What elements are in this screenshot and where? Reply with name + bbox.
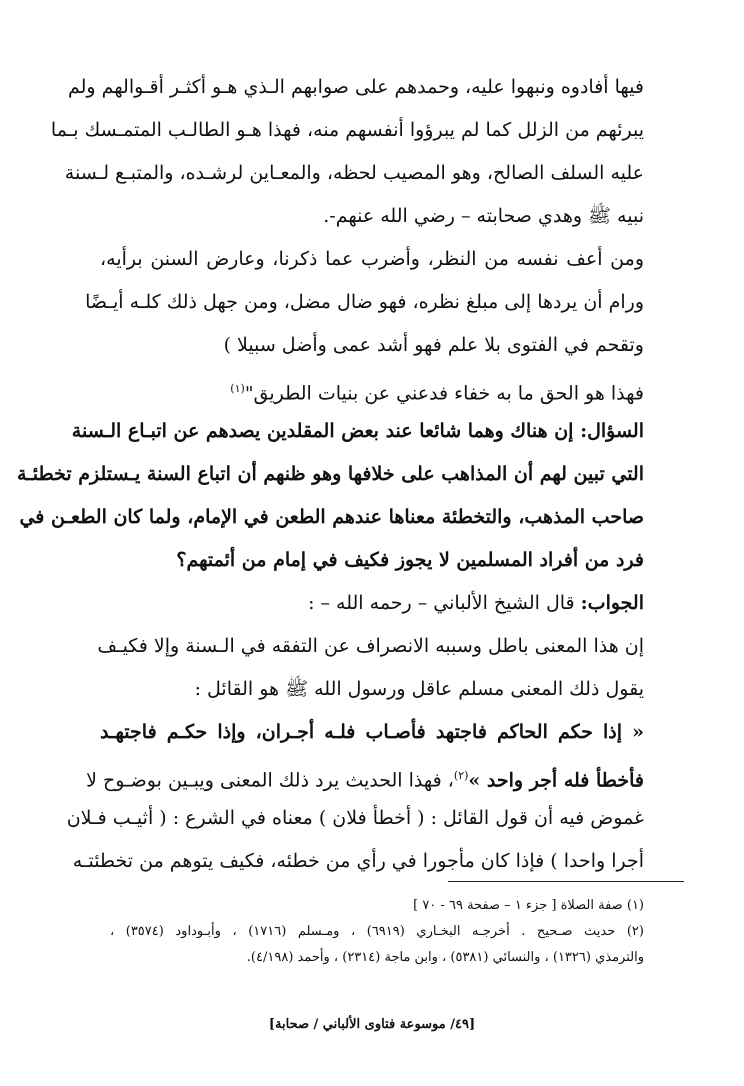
footnotes bbox=[110, 893, 644, 971]
footnote-ref-2: (٢) bbox=[453, 769, 469, 782]
text-line bbox=[100, 367, 644, 410]
question-first-line bbox=[71, 410, 644, 453]
main-text bbox=[17, 66, 644, 883]
text-line: وتقحم في الفتوى بلا علم فهو أشد عمى وأضل سبيلا ) bbox=[223, 334, 644, 356]
text-line: ومن أعف نفسه من النظر، وأضرب عما ذكرنا، وعارض السنن برأيه، bbox=[100, 248, 644, 270]
footnote-divider bbox=[448, 881, 684, 882]
hadith-text: فأخطأ فله أجر واحد » bbox=[468, 769, 644, 792]
answer-line: إن هذا المعنى باطل وسببه الانصراف عن التفقه في الـسنة وإلا فكيـف bbox=[97, 635, 644, 657]
answer-heading bbox=[100, 582, 644, 625]
footnote-1: (١) صفة الصلاة [ جزء ١ – صفحة ٦٩ - ٧٠ ] bbox=[413, 898, 644, 913]
footnote-2: (٢) حديث صـحيح . أخرجـه البخـاري (٦٩١٩) ، ومـسلم (١٧١٦) ، وأبـوداود (٣٥٧٤) ، bbox=[110, 924, 644, 939]
answer-line: يقول ذلك المعنى مسلم عاقل ورسول الله ﷺ هو القائل : bbox=[194, 678, 644, 700]
question-label: السؤال: bbox=[580, 420, 644, 442]
question-line: صاحب المذهب، والتخطئة معناها عندهم الطعن في الإمام، ولما كان الطعـن في bbox=[19, 506, 644, 528]
verse-line: فهذا هو الحق ما به خفاء فدعني عن بنيات الطريق" bbox=[244, 382, 644, 405]
hadith-commentary: ، فهذا الحديث يرد ذلك المعنى ويبـين بوضـوح لا bbox=[86, 769, 454, 792]
closing-line: غموض فيه أن قول القائل : ( أخطأ فلان ) معناه في الشرع : ( أثيـب فـلان bbox=[66, 807, 644, 829]
question-text: إن هناك وهما شائعا عند بعض المقلدين يصدهم عن اتبـاع الـسنة bbox=[71, 420, 574, 442]
page-footer: [٤٩/ موسوعة فتاوى الألباني / صحابة] bbox=[268, 1017, 476, 1032]
answer-head-text: قال الشيخ الألباني – رحمه الله – : bbox=[308, 592, 575, 614]
footnote-2-cont: والترمذي (١٣٢٦) ، والنسائي (٥٣٨١) ، وابن ماجة (٢٣١٤) ، وأحمد (٤/١٩٨). bbox=[246, 950, 644, 965]
text-line: نبيه ﷺ وهدي صحابته – رضي الله عنهم-. bbox=[323, 205, 644, 227]
text-line: عليه السلف الصالح، وهو المصيب لحظه، والمعـاين لرشـده، والمتبـع لـسنة bbox=[64, 162, 644, 184]
text-line: يبرئهم من الزلل كما لم يبرؤوا أنفسهم منه، فهذا هـو الطالـب المتمـسك بـما bbox=[50, 119, 644, 141]
closing-line: أجرا واحدا ) فإذا كان مأجورا في رأي من خطئه، فكيف يتوهم من تخطئتـه bbox=[72, 850, 644, 872]
hadith-line-2 bbox=[86, 754, 644, 797]
footnote-ref-1: (١) bbox=[230, 382, 245, 395]
text-line: فيها أفادوه ونبهوا عليه، وحمدهم على صوابهم الـذي هـو أكثـر أقـوالهم ولم bbox=[67, 76, 644, 98]
question-line: التي تبين لهم أن المذاهب على خلافها وهو ظنهم أن اتباع السنة يـستلزم تخطئـة bbox=[17, 463, 644, 485]
text-line: ورام أن يردها إلى مبلغ نظره، فهو ضال مضل، ومن جهل ذلك كلـه أيـضًا bbox=[85, 291, 644, 313]
question-line: فرد من أفراد المسلمين لا يجوز فكيف في إمام من أئمتهم؟ bbox=[176, 549, 644, 571]
answer-label: الجواب: bbox=[580, 592, 644, 614]
hadith-line: « إذا حكم الحاكم فاجتهد فأصـاب فلـه أجـران، وإذا حكـم فاجتهـد bbox=[100, 721, 644, 743]
